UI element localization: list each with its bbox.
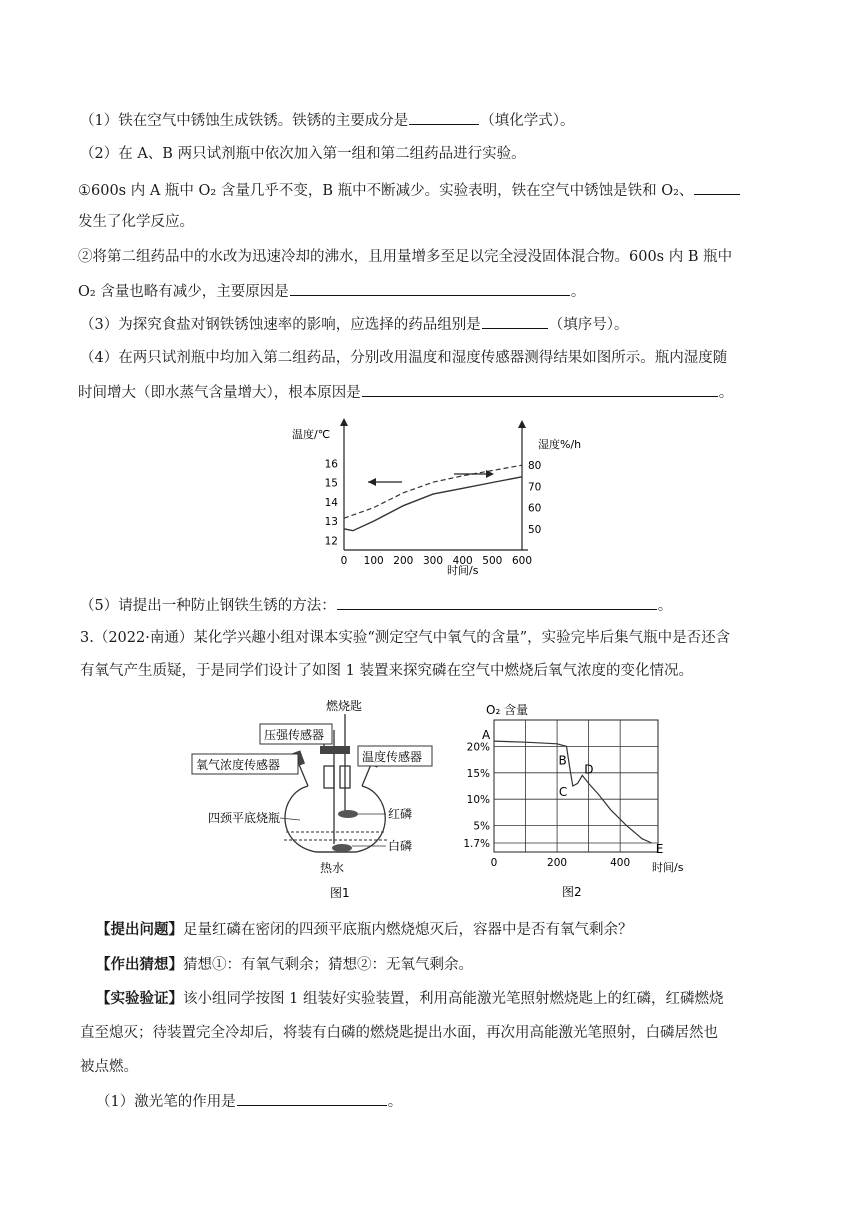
red-phosphorus bbox=[338, 810, 358, 818]
chart2-point-labels bbox=[482, 728, 663, 856]
q1-line-6: O₂ 含量也略有减少，主要原因是 。 bbox=[78, 281, 585, 302]
q3-line-1: 3.（2022·南通）某化学兴趣小组对课本实验“测定空气中氧气的含量”，实验完毕后集气瓶中是否还含 bbox=[80, 630, 731, 646]
x-tick-label: 0 bbox=[490, 857, 498, 869]
oxygen-curve bbox=[494, 741, 652, 843]
q3-line-6: 直至熄灭；待装置完全冷却后，将装有白磷的燃烧匙提出水面，再次用高能激光笔照射，白磷居然也 bbox=[80, 1025, 718, 1041]
white-phosphorus bbox=[332, 844, 352, 852]
answer-blank[interactable] bbox=[237, 1091, 387, 1106]
figure1-caption: 图1 bbox=[330, 886, 350, 900]
pressure-sensor-plug bbox=[320, 746, 350, 754]
oxygen-sensor-label: 氧气浓度传感器 bbox=[196, 758, 281, 772]
flask-label: 四颈平底烧瓶 bbox=[208, 811, 281, 825]
chart1-ticks bbox=[325, 458, 542, 567]
q3-line-7: 被点燃。 bbox=[80, 1059, 138, 1075]
q1-line-9: 时间增大（即水蒸气含量增大），根本原因是 。 bbox=[78, 382, 733, 403]
water-label: 热水 bbox=[320, 861, 345, 875]
left-arrow bbox=[368, 478, 402, 486]
y-tick-label: 1.7% bbox=[463, 838, 490, 851]
q1-line-1: （1）铁在空气中锈蚀生成铁锈。铁锈的主要成分是 （填化学式）。 bbox=[80, 110, 574, 131]
y-tick-label: 15% bbox=[466, 767, 490, 780]
y2-tick-label: 70 bbox=[528, 481, 542, 494]
humidity-curve bbox=[344, 465, 522, 518]
point-label: E bbox=[655, 842, 664, 857]
x-tick-label: 200 bbox=[393, 555, 414, 567]
chart2-x-axis-label: 时间/s bbox=[652, 861, 684, 874]
y2-tick-label: 50 bbox=[528, 523, 542, 536]
temperature-sensor-label: 温度传感器 bbox=[362, 750, 423, 764]
q1-line-8: （4）在两只试剂瓶中均加入第二组药品，分别改用温度和湿度传感器测得结果如图所示。瓶内湿度随 bbox=[80, 350, 728, 366]
y-tick-label: 10% bbox=[466, 794, 490, 807]
point-label: D bbox=[584, 762, 594, 777]
y-tick-label: 5% bbox=[473, 820, 490, 833]
y-tick-label: 14 bbox=[324, 496, 338, 509]
x-tick-label: 500 bbox=[482, 555, 503, 567]
temperature-humidity-chart bbox=[282, 414, 602, 580]
y2-tick-label: 60 bbox=[528, 502, 542, 515]
y2-tick-label: 80 bbox=[528, 460, 542, 473]
point-label: A bbox=[482, 728, 491, 743]
point-label: B bbox=[558, 753, 567, 768]
q3-line-8: （1）激光笔的作用是 。 bbox=[96, 1091, 402, 1112]
figure2-caption: 图2 bbox=[562, 885, 582, 899]
answer-blank[interactable] bbox=[694, 180, 740, 195]
y-axis-label: 温度/℃ bbox=[292, 428, 331, 441]
y-axis-arrow bbox=[340, 418, 348, 426]
y2-axis-arrow bbox=[518, 420, 526, 428]
q3-line-5: 【实验验证】该小组同学按图 1 组装好实验装置，利用高能激光笔照射燃烧匙上的红磷，红磷燃烧 bbox=[96, 990, 724, 1007]
q1-line-7: （3）为探究食盐对钢铁锈蚀速率的影响，应选择的药品组别是 （填序号）。 bbox=[80, 314, 628, 335]
answer-blank[interactable] bbox=[409, 110, 479, 125]
red-phosphorus-label: 红磷 bbox=[388, 807, 413, 821]
oxygen-content-chart bbox=[462, 696, 702, 904]
y-tick-label: 16 bbox=[324, 458, 338, 471]
x-tick-label: 200 bbox=[547, 857, 568, 869]
x-tick-label: 100 bbox=[363, 555, 384, 567]
answer-blank[interactable] bbox=[482, 314, 548, 329]
x-tick-label: 400 bbox=[452, 555, 473, 567]
chart2-title: O₂ 含量 bbox=[486, 703, 529, 717]
white-phosphorus-label: 白磷 bbox=[388, 839, 413, 853]
y-tick-label: 20% bbox=[466, 741, 490, 754]
chart2-grid bbox=[494, 720, 658, 852]
q3-line-4: 【作出猜想】猜想①：有氧气剩余；猜想②：无氧气剩余。 bbox=[96, 956, 473, 973]
x-tick-label: 400 bbox=[610, 857, 631, 869]
y-tick-label: 13 bbox=[324, 516, 338, 529]
spoon-label: 燃烧匙 bbox=[326, 699, 363, 713]
y2-axis-label: 湿度%/h bbox=[538, 438, 582, 451]
q1-line-2: （2）在 A、B 两只试剂瓶中依次加入第一组和第二组药品进行实验。 bbox=[80, 146, 526, 162]
q1-line-4: 发生了化学反应。 bbox=[78, 214, 194, 230]
y-tick-label: 12 bbox=[324, 535, 338, 548]
point-label: C bbox=[558, 785, 568, 799]
answer-blank[interactable] bbox=[337, 595, 657, 610]
q1-line-5: ②将第二组药品中的水改为迅速冷却的沸水，且用量增多至足以完全浸没固体混合物。600s 内 B 瓶中 bbox=[78, 249, 733, 265]
apparatus-figure bbox=[190, 694, 450, 904]
x-tick-label: 600 bbox=[511, 555, 533, 567]
y-tick-label: 15 bbox=[324, 477, 338, 490]
q3-line-3: 【提出问题】足量红磷在密闭的四颈平底瓶内燃烧熄灭后，容器中是否有氧气剩余？ bbox=[96, 921, 633, 938]
q3-line-2: 有氧气产生质疑，于是同学们设计了如图 1 装置来探究磷在空气中燃烧后氧气浓度的变化情况。 bbox=[80, 663, 693, 679]
answer-blank[interactable] bbox=[362, 382, 718, 397]
x-tick-label: 300 bbox=[422, 555, 444, 567]
x-tick-label: 0 bbox=[340, 555, 348, 567]
answer-blank[interactable] bbox=[290, 281, 570, 296]
pressure-sensor-label: 压强传感器 bbox=[264, 728, 325, 742]
chart1-axes bbox=[340, 418, 528, 550]
temperature-curve bbox=[344, 477, 522, 531]
q1-line-3: ①600s 内 A 瓶中 O₂ 含量几乎不变，B 瓶中不断减少。实验表明，铁在空气中锈蚀是铁和 O₂、 bbox=[78, 180, 741, 201]
x-axis-label: 时间/s bbox=[447, 564, 479, 577]
plot-frame bbox=[494, 720, 658, 852]
q1-line-10: （5）请提出一种防止钢铁生锈的方法： 。 bbox=[80, 595, 672, 616]
chart2-ticks bbox=[463, 741, 630, 869]
